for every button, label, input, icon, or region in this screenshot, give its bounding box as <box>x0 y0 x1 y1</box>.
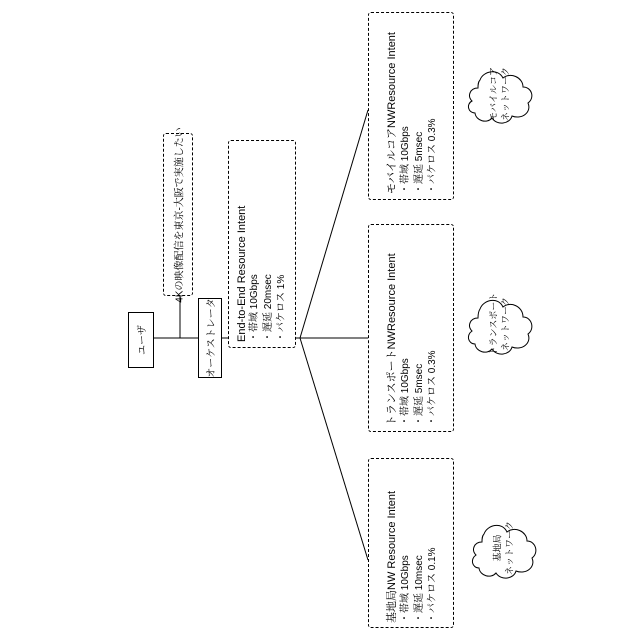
e2e-intent-line-0: ・帯域 10Gbps <box>248 274 260 342</box>
domain-0-line-0: ・帯域 10Gbps <box>399 126 411 194</box>
domain-0-line-2: ・パケロス 0.3% <box>426 118 438 194</box>
domain-1-line-0: ・帯域 10Gbps <box>399 358 411 426</box>
e2e-intent-lines <box>248 146 289 342</box>
domain-2-line-0: ・帯域 10Gbps <box>399 555 411 623</box>
e2e-intent-content <box>236 146 289 342</box>
domain-0-line-1: ・遅延 5msec <box>413 131 425 194</box>
e2e-resource-intent-box <box>228 140 296 348</box>
cloud-transport <box>462 284 538 364</box>
orchestrator-box-label: オーケストレータ <box>206 298 218 378</box>
domain-0-content <box>383 18 440 194</box>
requirement-box <box>163 126 193 303</box>
domain-1-lines <box>399 230 440 426</box>
e2e-intent-line-2: ・パケロス 1% <box>275 274 287 342</box>
cloud-0-line-1: ネットワーク <box>500 66 510 122</box>
cloud-0-line-0: モバイルコア <box>488 66 499 122</box>
cloud-1-line-1: ネットワーク <box>500 296 510 352</box>
domain-2-line-1: ・遅延 10msec <box>413 555 425 623</box>
cloud-mobile-core-label <box>488 67 511 121</box>
cloud-transport-label <box>488 293 511 356</box>
cloud-2-line-1: ネットワーク <box>504 520 514 576</box>
cloud-base-station-label <box>492 521 515 575</box>
domain-1-line-1: ・遅延 5msec <box>413 363 425 426</box>
e2e-intent-line-1: ・遅延 20msec <box>262 274 274 342</box>
domain-intent-box-mobile-core <box>368 12 454 200</box>
domain-1-content <box>383 230 440 426</box>
domain-1-title: トランスポートNWResource Intent <box>385 253 398 426</box>
domain-0-title: モバイルコアNWResource Intent <box>385 32 398 194</box>
domain-2-content <box>383 463 440 623</box>
cloud-mobile-core <box>462 58 538 130</box>
domain-2-lines <box>399 463 440 623</box>
domain-2-line-2: ・パケロス 0.1% <box>426 547 438 623</box>
cloud-2-line-0: 基地局 <box>492 534 503 562</box>
domain-0-lines <box>399 18 440 194</box>
cloud-1-line-0: トランスポート <box>488 292 499 356</box>
user-box <box>128 312 154 368</box>
user-box-label: ユーザ <box>137 325 149 355</box>
requirement-box-label: 4Kの映像配信を東京-大阪で実施したい <box>174 126 186 303</box>
domain-2-title: 基地局NW Resource Intent <box>385 490 398 623</box>
domain-intent-box-transport <box>368 224 454 432</box>
e2e-intent-title: End-to-End Resource Intent <box>235 205 248 342</box>
domain-1-line-2: ・パケロス 0.3% <box>426 350 438 426</box>
domain-intent-box-base-station <box>368 458 454 628</box>
orchestrator-box <box>198 298 222 378</box>
cloud-base-station <box>466 510 542 586</box>
